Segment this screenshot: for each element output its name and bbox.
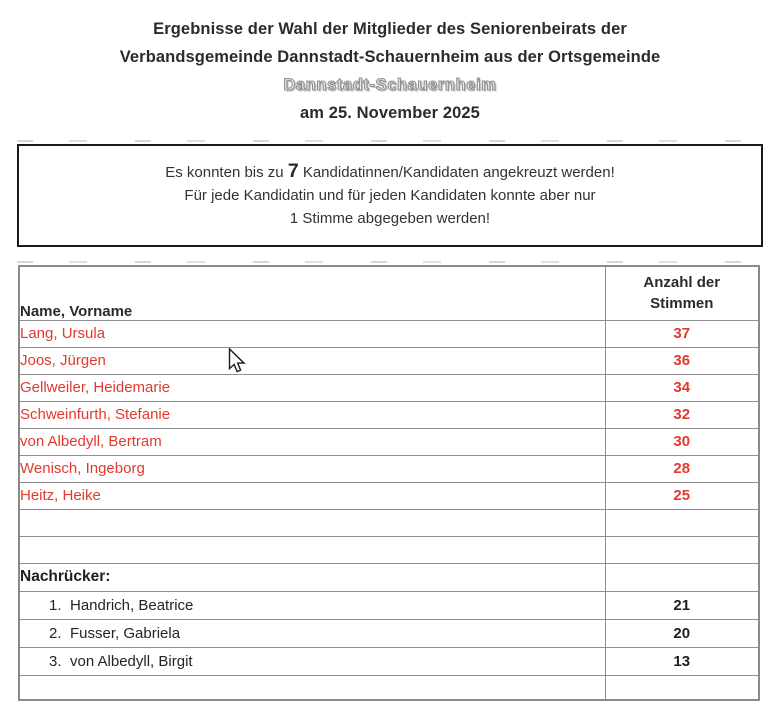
table-row-elected (19, 347, 759, 374)
successor-name: Handrich, Beatrice (70, 596, 194, 614)
table-row-successor (19, 647, 759, 675)
successor-votes: 21 (605, 591, 759, 619)
candidate-votes: 30 (605, 428, 759, 455)
notice-max-count: 7 (287, 160, 299, 182)
title-line-1: Ergebnisse der Wahl der Mitglieder des Seniorenbeirats der (153, 20, 627, 38)
candidate-name: Schweinfurth, Stefanie (19, 401, 605, 428)
empty-cell (605, 675, 759, 700)
candidate-name: Gellweiler, Heidemarie (19, 374, 605, 401)
successor-votes: 13 (605, 647, 759, 675)
table-row-elected (19, 482, 759, 509)
successor-name-cell (19, 647, 605, 675)
empty-cell (19, 536, 605, 563)
title-line-4-date: am 25. November 2025 (300, 104, 480, 122)
notice-line-3: 1 Stimme abgegeben werden! (289, 210, 491, 227)
table-row-elected (19, 401, 759, 428)
header-votes-line1: Anzahl der (643, 274, 721, 292)
candidate-name: Heitz, Heike (19, 482, 605, 509)
successor-name: von Albedyll, Birgit (70, 652, 193, 670)
notice-line-1 (19, 160, 761, 184)
table-header-row (19, 266, 759, 320)
successor-name-cell (19, 619, 605, 647)
table-row-elected (19, 374, 759, 401)
successor-name-cell (19, 591, 605, 619)
candidate-name: Joos, Jürgen (19, 347, 605, 374)
results-table (18, 265, 760, 701)
table-row-nachruecker-label (19, 563, 759, 591)
successor-name: Fusser, Gabriela (70, 624, 181, 642)
table-row-empty (19, 509, 759, 536)
candidate-name: von Albedyll, Bertram (19, 428, 605, 455)
empty-cell (19, 675, 605, 700)
empty-cell (605, 563, 759, 591)
candidate-name: Lang, Ursula (19, 320, 605, 347)
candidate-votes: 28 (605, 455, 759, 482)
title-line-3-outlined: Dannstadt-Schauernheim (283, 76, 497, 94)
header-anzahl-stimmen (605, 266, 759, 320)
title-line-2: Verbandsgemeinde Dannstadt-Schauernheim aus der Ortsgemeinde (119, 48, 661, 66)
header-votes-line2: Stimmen (650, 295, 714, 313)
candidate-votes: 36 (605, 347, 759, 374)
notice-line-1-suffix: Kandidatinnen/Kandidaten angekreuzt werden! (298, 164, 615, 181)
header-name-vorname: Name, Vorname (19, 266, 605, 320)
notice-line-2: Für jede Kandidatin und für jeden Kandidaten konnte aber nur (184, 187, 596, 204)
successor-index: 2. (49, 624, 62, 642)
successor-index: 1. (49, 596, 62, 614)
table-row-elected (19, 320, 759, 347)
table-row-successor (19, 591, 759, 619)
successor-votes: 20 (605, 619, 759, 647)
candidate-votes: 25 (605, 482, 759, 509)
table-row-elected (19, 428, 759, 455)
notice-box (17, 144, 763, 247)
successor-index: 3. (49, 652, 62, 670)
empty-cell (605, 509, 759, 536)
notice-line-1-prefix: Es konnten bis zu (165, 164, 288, 181)
candidate-votes: 37 (605, 320, 759, 347)
candidate-votes: 32 (605, 401, 759, 428)
table-row-elected (19, 455, 759, 482)
nachruecker-label: Nachrücker: (19, 563, 605, 591)
gridline-artifact-table (17, 261, 763, 263)
title-block (0, 0, 780, 127)
candidate-votes: 34 (605, 374, 759, 401)
empty-cell (19, 509, 605, 536)
candidate-name: Wenisch, Ingeborg (19, 455, 605, 482)
empty-cell (605, 536, 759, 563)
gridline-artifact-top (17, 140, 763, 142)
table-row-successor (19, 619, 759, 647)
table-row-empty (19, 675, 759, 700)
table-row-empty (19, 536, 759, 563)
